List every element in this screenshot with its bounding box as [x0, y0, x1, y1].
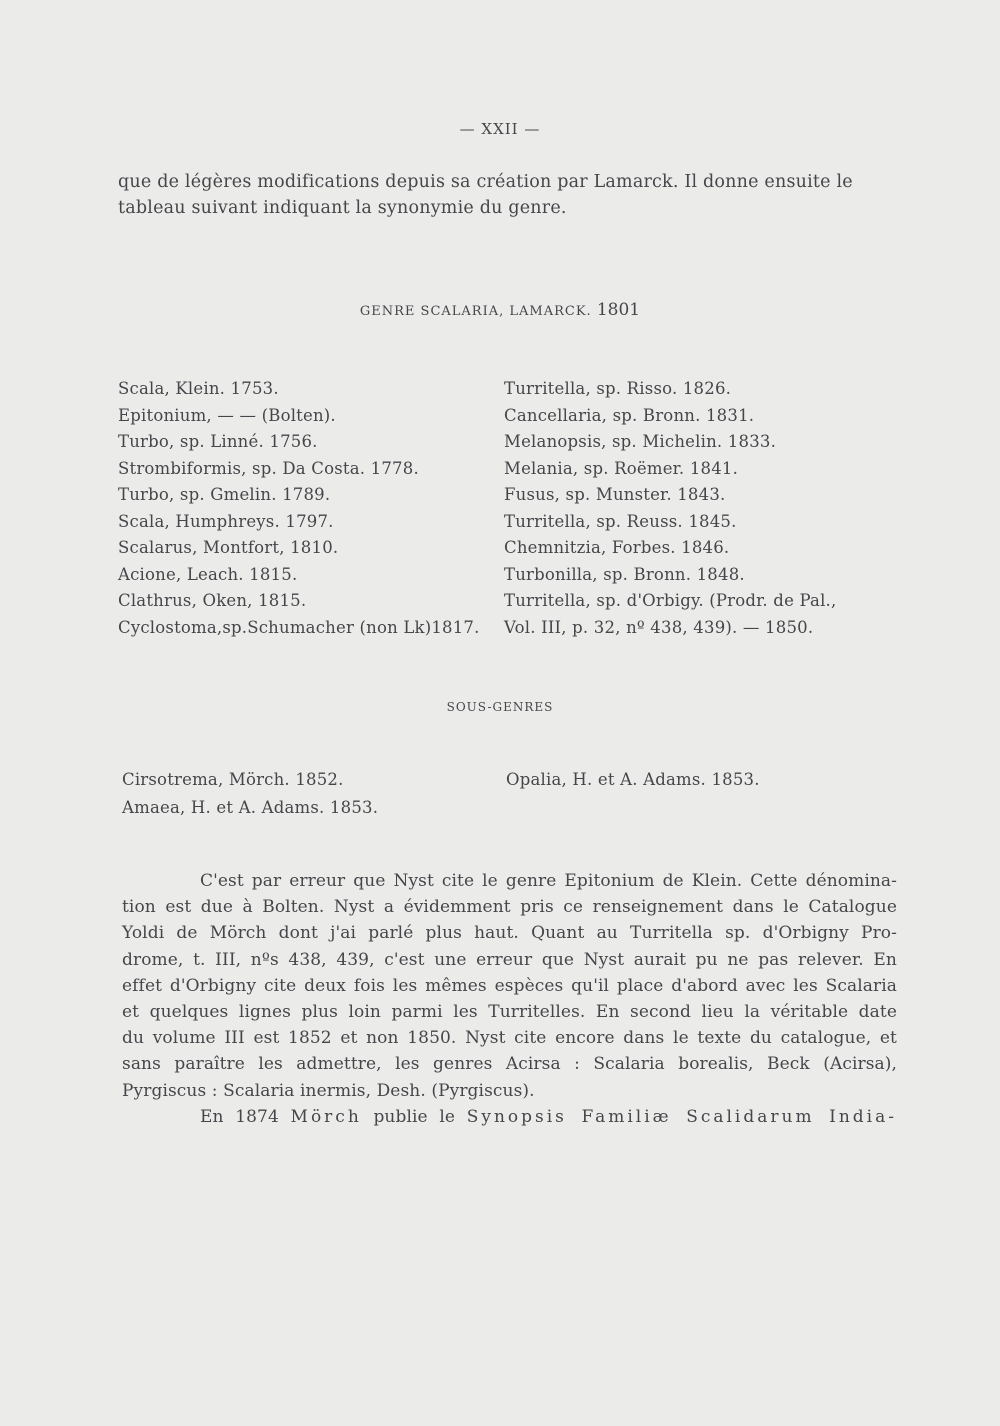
synonym-entry: Turritella, sp. Risso. 1826.	[504, 379, 732, 398]
paragraph-line: sans paraître les admettre, les genres Acirsa : Scalaria borealis, Beck (Acirsa),	[122, 1054, 897, 1075]
synonymy-right-column	[504, 376, 836, 641]
synonym-entry: Chemnitzia, Forbes. 1846.	[504, 538, 730, 557]
intro-line-1: que de légères modifications depuis sa création par Lamarck. Il donne ensuite le	[118, 172, 853, 192]
synonym-entry: Vol. III, p. 32, nº 438, 439). — 1850.	[504, 617, 814, 637]
synonymy-left-column	[118, 376, 480, 641]
synonym-entry: Turbonilla, sp. Bronn. 1848.	[504, 564, 745, 584]
last-line-prefix: En 1874	[200, 1106, 279, 1127]
synonym-entry: Turbo, sp. Linné. 1756.	[118, 432, 318, 451]
last-line-title: Synopsis Familiæ Scalidarum India-	[466, 1106, 897, 1127]
paragraph-line: effet d'Orbigny cite deux fois les mêmes espèces qu'il place d'abord avec les Scalaria	[122, 975, 897, 996]
paragraph-last-line	[122, 1104, 897, 1130]
paragraph-line: drome, t. III, nºs 438, 439, c'est une erreur que Nyst aurait pu ne pas relever. En	[122, 949, 897, 970]
synonym-entry: Scalarus, Montfort, 1810.	[118, 538, 339, 557]
subgenus-entry: Opalia, H. et A. Adams. 1853.	[506, 770, 760, 789]
genre-heading	[0, 300, 1000, 320]
synonym-entry: Melania, sp. Roëmer. 1841.	[504, 458, 739, 478]
genre-heading-year: 1801	[596, 300, 641, 320]
paragraph-line: et quelques lignes plus loin parmi les Turritelles. En second lieu la véritable date	[122, 1001, 897, 1022]
paragraph-line: Yoldi de Mörch dont j'ai parlé plus haut. Quant au Turritella sp. d'Orbigny Pro-	[122, 923, 897, 944]
subgenus-entry: Cirsotrema, Mörch. 1852.	[122, 770, 344, 789]
synonym-entry: Strombiformis, sp. Da Costa. 1778.	[118, 458, 419, 478]
paragraph-line: Pyrgiscus : Scalaria inermis, Desh. (Pyrgiscus).	[122, 1080, 535, 1101]
intro-line-2: tableau suivant indiquant la synonymie du genre.	[118, 198, 567, 218]
subgenus-entry: Amaea, H. et A. Adams. 1853.	[122, 798, 379, 817]
last-line-author: Mörch	[290, 1106, 362, 1127]
paragraph-line: C'est par erreur que Nyst cite le genre Epitonium de Klein. Cette dénomina-	[200, 871, 897, 891]
synonym-entry: Scala, Humphreys. 1797.	[118, 511, 334, 531]
synonym-entry: Epitonium, — — (Bolten).	[118, 405, 336, 425]
page-number: — XXII —	[459, 120, 541, 138]
synonym-entry: Melanopsis, sp. Michelin. 1833.	[504, 432, 777, 451]
synonym-entry: Cyclostoma,sp.Schumacher (non Lk)1817.	[118, 617, 480, 637]
synonym-entry: Acione, Leach. 1815.	[118, 564, 298, 584]
synonym-entry: Turbo, sp. Gmelin. 1789.	[118, 485, 331, 504]
subgenera-right-column	[506, 766, 760, 794]
genre-heading-text: GENRE SCALARIA, LAMARCK.	[359, 304, 592, 319]
synonym-entry: Fusus, sp. Munster. 1843.	[504, 485, 726, 504]
synonym-entry: Clathrus, Oken, 1815.	[118, 591, 307, 610]
synonym-entry: Scala, Klein. 1753.	[118, 379, 279, 398]
body-paragraph	[122, 868, 897, 1130]
subgenera-heading: SOUS-GENRES	[446, 700, 554, 714]
last-line-middle: publie le	[373, 1106, 456, 1127]
subgenera-left-column	[122, 766, 378, 822]
paragraph-line: tion est due à Bolten. Nyst a évidemment pris ce renseignement dans le Catalogue	[122, 897, 897, 918]
synonym-entry: Cancellaria, sp. Bronn. 1831.	[504, 405, 755, 425]
paragraph-line: du volume III est 1852 et non 1850. Nyst cite encore dans le texte du catalogue, et	[122, 1028, 897, 1049]
synonym-entry: Turritella, sp. Reuss. 1845.	[504, 511, 737, 531]
synonym-entry: Turritella, sp. d'Orbigy. (Prodr. de Pal.,	[504, 591, 837, 610]
